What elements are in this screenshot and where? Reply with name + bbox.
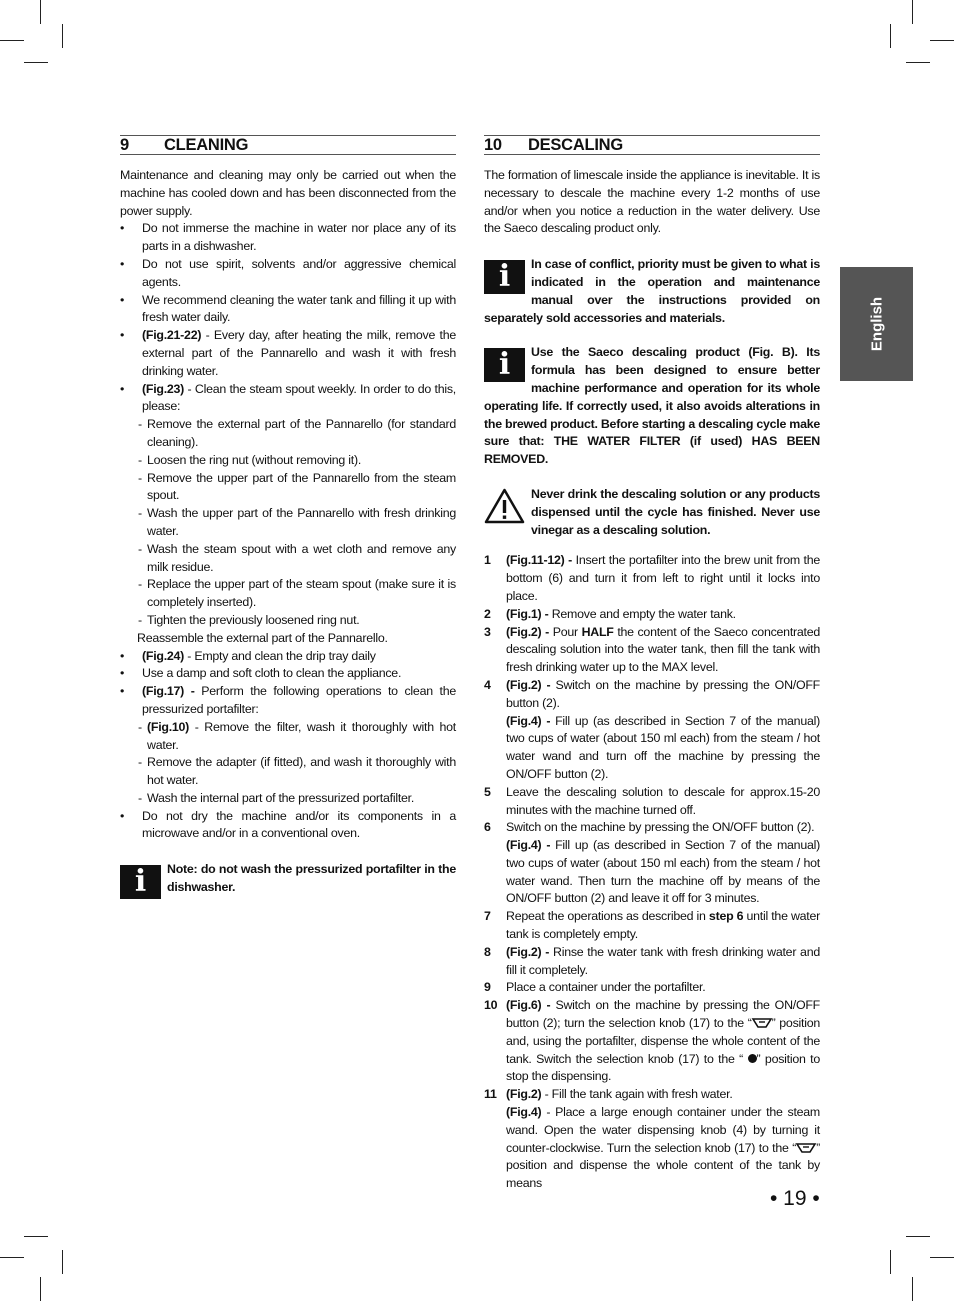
step-item: 9 Place a container under the portafilter. bbox=[484, 980, 706, 995]
crop-mark bbox=[912, 0, 913, 24]
sub-item: - Wash the upper part of the Pannarello with fresh drinking water. bbox=[138, 506, 456, 538]
section-number: 9 bbox=[120, 136, 129, 154]
crop-mark bbox=[890, 1250, 891, 1274]
section-heading-cleaning bbox=[120, 135, 456, 155]
step-item: 3 (Fig.2) - Pour HALF the content of the Saeco concentrated descaling solution into the water tank, then fill the tank with fresh drinking water up to the MAX level. bbox=[484, 624, 821, 675]
info-icon: i bbox=[484, 348, 525, 382]
step-item: 4 (Fig.2) - Switch on the machine by pressing the ON/OFF button (2). (Fig.4) - Fill up (as described in Section 7 of the manual) two cups of water (about 150 ml each) from the steam / hot water wand and turn off the machine by pressing the ON/OFF button (2). bbox=[484, 677, 820, 781]
crop-mark bbox=[62, 24, 63, 48]
sub-item: - Remove the adapter (if fitted), and wash it thoroughly with hot water. bbox=[138, 755, 456, 788]
step-item: 1 (Fig.11-12) - Insert the portafilter into the brew unit from the bottom (6) and turn it from left to right until it locks into place. bbox=[484, 553, 820, 603]
warning-icon bbox=[484, 488, 525, 524]
crop-mark bbox=[906, 62, 930, 63]
list-item: • (Fig.23) - Clean the steam spout weekly. In order to do this, please: bbox=[120, 381, 456, 414]
sub-item: - Remove the upper part of the Pannarello from the steam spout. bbox=[138, 470, 456, 503]
list-item: • (Fig.21-22) - Every day, after heating the milk, remove the external part of the Pannarello and wash it with fresh drinking water. bbox=[120, 328, 456, 378]
language-tab-label: English bbox=[868, 296, 885, 352]
step-item: 7 Repeat the operations as described in step 6 until the water tank is completely empty. bbox=[484, 909, 820, 942]
list-item: • We recommend cleaning the water tank and filling it up with fresh water daily. bbox=[120, 292, 456, 325]
warning-note: Never drink the descaling solution or any products dispensed until the cycle has finished. Never use vinegar as a descaling solution. bbox=[484, 486, 820, 539]
descaling-section bbox=[484, 135, 820, 1193]
crop-mark bbox=[912, 1277, 913, 1301]
list-item: • Do not dry the machine and/or its components in a microwave and/or in a conventional oven. bbox=[120, 808, 456, 841]
step-item: 6 Switch on the machine by pressing the ON/OFF button (2). (Fig.4) - Fill up (as described in Section 7 of the manual) two cups of water (about 150 ml each) from the steam / hot water wand. Then turn the machine off by means of the ON/OFF button (2) and leave it off for 3 minutes. bbox=[484, 820, 820, 906]
info-icon: i bbox=[120, 865, 161, 899]
crop-mark bbox=[906, 1236, 930, 1237]
step-item: 2 (Fig.1) - Remove and empty the water tank. bbox=[484, 606, 736, 621]
cup-icon bbox=[752, 1017, 772, 1028]
section-heading-descaling bbox=[484, 135, 820, 155]
crop-mark bbox=[40, 0, 41, 24]
language-tab bbox=[840, 267, 913, 381]
descaling-intro: The formation of limescale inside the appliance is inevitable. It is necessary to descale the machine every 1-2 months of use and/or when you notice a reduction in the water delivery. Use the Saeco descaling product only. bbox=[484, 168, 820, 236]
cleaning-section bbox=[120, 135, 456, 899]
note-priority: i In case of conflict, priority must be given to what is indicated in the operation and maintenance manual over the instructions provided on separately sold accessories and materials. bbox=[484, 257, 820, 325]
crop-mark bbox=[0, 1257, 24, 1258]
reassemble-text: Reassemble the external part of the Pannarello. bbox=[137, 630, 388, 645]
step-item: 5 Leave the descaling solution to descale for approx.15-20 minutes with the machine turned off. bbox=[484, 784, 820, 817]
section-number: 10 bbox=[484, 136, 502, 154]
cup-icon bbox=[796, 1142, 816, 1153]
info-icon: i bbox=[484, 260, 525, 294]
sub-item: - Replace the upper part of the steam spout (make sure it is completely inserted). bbox=[138, 577, 456, 610]
sub-item: - Loosen the ring nut (without removing it). bbox=[138, 452, 362, 467]
crop-mark bbox=[24, 1236, 48, 1237]
list-item: • Use a damp and soft cloth to clean the appliance. bbox=[120, 666, 402, 681]
crop-mark bbox=[40, 1277, 41, 1301]
sub-item: - Wash the internal part of the pressurized portafilter. bbox=[138, 790, 415, 805]
step-item: 11 (Fig.2) - Fill the tank again with fresh water. (Fig.4) - Place a large enough container under the steam wand. Open the water dispensing knob (4) by turning it counter-clockwise. Turn the selection knob (17) to the “ ” position and dispense the whole content of the tank by means bbox=[484, 1087, 820, 1191]
sub-item: - (Fig.10) - Remove the filter, wash it thoroughly with hot water. bbox=[138, 719, 456, 752]
section-title: CLEANING bbox=[164, 136, 249, 154]
note-portafilter: i Note: do not wash the pressurized portafilter in the dishwasher. bbox=[120, 861, 456, 897]
step-item: 8 (Fig.2) - Rinse the water tank with fresh drinking water and fill it completely. bbox=[484, 944, 820, 977]
list-item: • (Fig.24) - Empty and clean the drip tray daily bbox=[120, 648, 376, 663]
crop-mark bbox=[24, 62, 48, 63]
sub-item: - Wash the steam spout with a wet cloth and remove any milk residue. bbox=[138, 541, 456, 574]
list-item: • Do not use spirit, solvents and/or aggressive chemical agents. bbox=[120, 256, 456, 289]
sub-item: - Remove the external part of the Pannarello (for standard cleaning). bbox=[138, 417, 456, 449]
descaling-steps bbox=[484, 552, 820, 1193]
page-number: • 19 • bbox=[770, 1187, 820, 1210]
dot-icon bbox=[748, 1054, 757, 1063]
step-item: 10 (Fig.6) - Switch on the machine by pressing the ON/OFF button (2); turn the selection knob (17) to the “ ” position and, using the portafilter, dispense the whole content of the tank. Switch the selection knob (17) to the “ ” position to stop the dispensing. bbox=[484, 998, 820, 1084]
list-item: • (Fig.17) - Perform the following operations to clean the pressurized portafilter: bbox=[120, 684, 456, 716]
section-title: DESCALING bbox=[528, 136, 623, 154]
crop-mark bbox=[930, 1257, 954, 1258]
note-descaling-product: i Use the Saeco descaling product (Fig. B). Its formula has been designed to ensure better machine performance and operation for its whole operating life. If correctly used, it also avoids alterations in the brewed product. Before starting a descaling cycle make sure that: THE WATER FILTER (if used) HAS BEEN REMOVED. bbox=[484, 345, 820, 467]
crop-mark bbox=[62, 1250, 63, 1274]
list-item: • Do not immerse the machine in water nor place any of its parts in a dishwasher. bbox=[120, 221, 456, 254]
crop-mark bbox=[0, 40, 24, 41]
crop-mark bbox=[930, 40, 954, 41]
cleaning-intro: Maintenance and cleaning may only be carried out when the machine has cooled down and has been disconnected from the power supply. bbox=[120, 168, 456, 218]
crop-mark bbox=[890, 24, 891, 48]
sub-item: - Tighten the previously loosened ring nut. bbox=[138, 612, 360, 627]
